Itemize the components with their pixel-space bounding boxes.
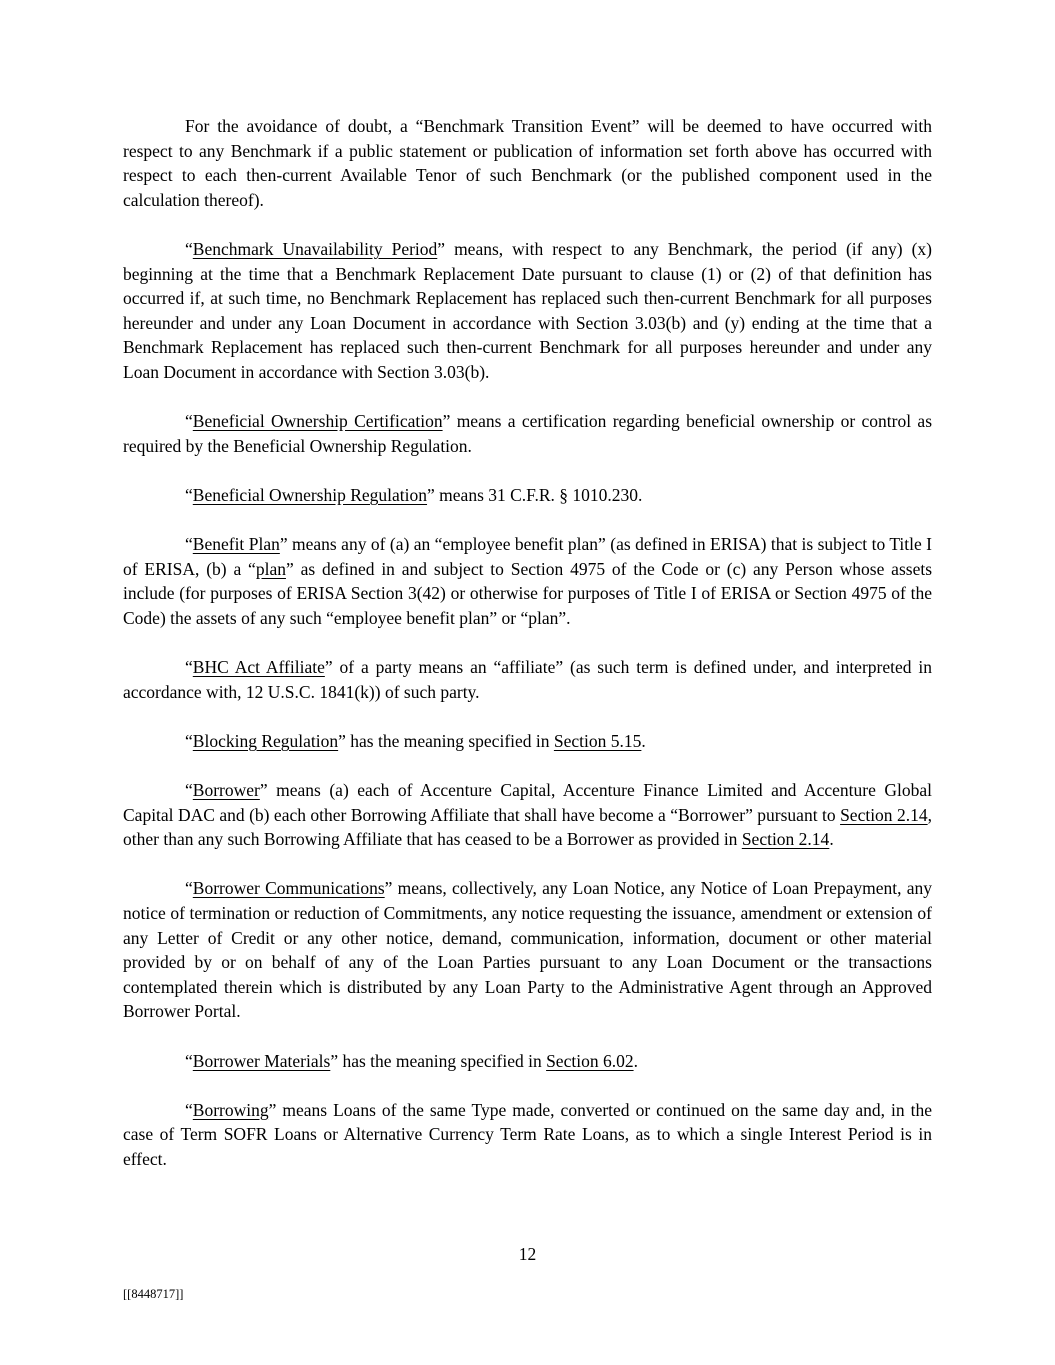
paragraph xyxy=(123,409,932,458)
text-segment: ” means any of (a) an “employee benefit plan” (as defined in ERISA) that is subject to Title I of ERISA, (b) a “ xyxy=(123,534,933,579)
text-segment: ” means Loans of the same Type made, converted or continued on the same day and, in the case of Term SOFR Loans or Alternative Currency Term Rate Loans, as to which a single Interest Period is in effect. xyxy=(123,1099,932,1169)
text-segment: ” of a party means an “affiliate” (as such term is defined under, and interpreted in accordance with, 12 U.S.C. 1841(k)) of such party. xyxy=(123,657,932,702)
text-segment: “ xyxy=(185,1050,193,1071)
text-segment: ” has the meaning specified in xyxy=(330,1050,547,1071)
text-segment: ” means 31 C.F.R. § 1010.230. xyxy=(427,484,643,505)
defined-term: Beneficial Ownership Regulation xyxy=(192,484,428,505)
page-number: 12 xyxy=(518,1244,537,1264)
text-segment: “ xyxy=(185,780,193,801)
defined-term: Section 5.15 xyxy=(553,730,642,751)
document-footer-id: [[8448717]] xyxy=(123,1287,184,1301)
defined-term: Borrower xyxy=(192,780,260,801)
paragraph xyxy=(123,1098,932,1172)
paragraph xyxy=(123,655,932,704)
paragraph xyxy=(123,532,932,630)
paragraph xyxy=(123,876,932,1024)
defined-term: Section 6.02 xyxy=(546,1050,634,1071)
text-segment: ” means (a) each of Accenture Capital, Accenture Finance Limited and Accenture Global Capital DAC and (b) each other Borrowing Affiliate that shall have become a “Borrower” pursuant to xyxy=(123,780,932,825)
text-segment: “ xyxy=(185,878,193,899)
paragraph xyxy=(123,483,932,508)
defined-term: Benefit Plan xyxy=(192,534,280,555)
text-segment: . xyxy=(641,730,646,751)
text-segment: For the avoidance of doubt, a “Benchmark Transition Event” will be deemed to have occurred with respect to any Benchmark if a public statement or publication of information set forth above has occurred with respect to each then-current Available Tenor of such Benchmark (or the published component used in the calculation thereof). xyxy=(123,116,932,210)
paragraph xyxy=(123,729,932,754)
text-segment: “ xyxy=(185,534,193,555)
defined-term: BHC Act Affiliate xyxy=(192,657,325,678)
defined-term: Section 2.14 xyxy=(840,804,928,825)
text-segment: . xyxy=(633,1050,638,1071)
text-segment: “ xyxy=(185,657,193,678)
defined-term: Borrower Communications xyxy=(192,878,385,899)
paragraph xyxy=(123,237,932,385)
text-segment: ” means, collectively, any Loan Notice, any Notice of Loan Prepayment, any notice of termination or reduction of Commitments, any notice requesting the issuance, amendment or extension of any Letter of Credit or any other notice, demand, communication, information, document or other material provided by or on behalf of any of the Loan Parties pursuant to any Loan Document or the transactions contemplated therein which is distributed by any Loan Party to the Administrative Agent through an Approved Borrower Portal. xyxy=(123,878,932,1022)
paragraph xyxy=(123,114,932,212)
defined-term: Section 2.14 xyxy=(741,829,830,850)
defined-term: Borrowing xyxy=(192,1099,269,1120)
text-segment: “ xyxy=(185,411,193,432)
text-segment: . xyxy=(829,829,834,850)
text-segment: “ xyxy=(185,484,193,505)
text-segment: “ xyxy=(185,238,193,259)
document-body xyxy=(123,114,932,1172)
defined-term: plan xyxy=(255,558,286,579)
text-segment: ” has the meaning specified in xyxy=(338,730,554,751)
defined-term: Benchmark Unavailability Period xyxy=(192,238,438,259)
defined-term: Beneficial Ownership Certification xyxy=(192,411,443,432)
text-segment: ” means, with respect to any Benchmark, the period (if any) (x) beginning at the time that a Benchmark Replacement Date pursuant to clause (1) or (2) of that definition has occurred if, at such time, no Benchmark Replacement has replaced such then-current Benchmark for all purposes hereunder and under any Loan Document in accordance with Section 3.03(b) and (y) ending at the time that a Benchmark Replacement has replaced such then-current Benchmark for all purposes hereunder and under any Loan Document in accordance with Section 3.03(b). xyxy=(123,238,932,382)
text-segment: “ xyxy=(185,730,193,751)
text-segment: “ xyxy=(185,1099,193,1120)
text-segment: ” means a certification regarding beneficial ownership or control as required by the Beneficial Ownership Regulation. xyxy=(123,411,933,456)
defined-term: Blocking Regulation xyxy=(192,730,339,751)
defined-term: Borrower Materials xyxy=(192,1050,331,1071)
text-segment: , other than any such Borrowing Affiliate that has ceased to be a Borrower as provided in xyxy=(123,804,932,850)
paragraph xyxy=(123,1049,932,1074)
paragraph xyxy=(123,778,932,852)
text-segment: ” as defined in and subject to Section 4975 of the Code or (c) any Person whose assets include (for purposes of ERISA Section 3(42) or otherwise for purposes of Title I of ERISA or Section 4975 of the Code) the assets of any such “employee benefit plan” or “plan”. xyxy=(123,558,933,628)
